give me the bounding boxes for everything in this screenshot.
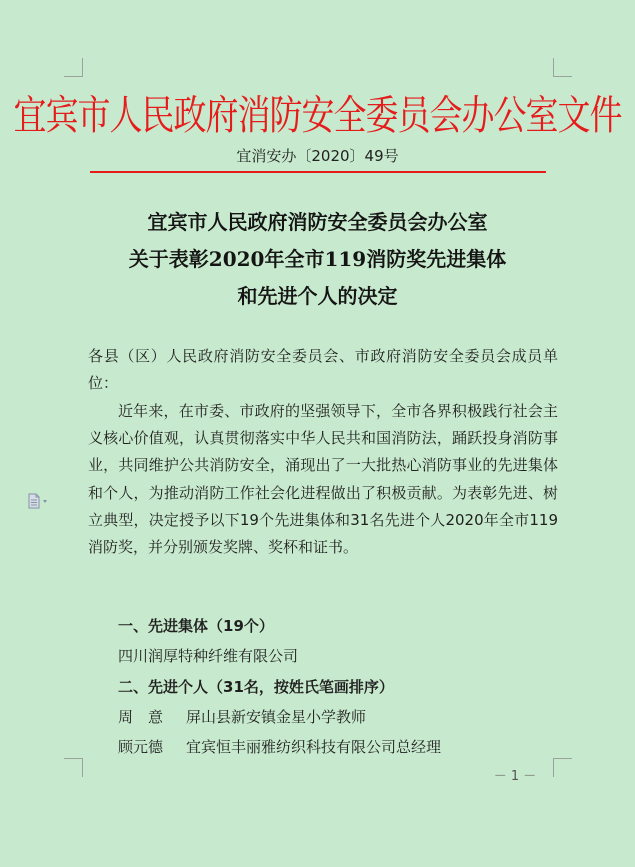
document-title-line-1: 宜宾市人民政府消防安全委员会办公室: [147, 210, 488, 234]
person-name: 顾元德: [118, 738, 164, 756]
crop-mark-bottom-left: [64, 758, 83, 777]
person-name: 周 意: [118, 708, 164, 726]
person-role: 宜宾恒丰丽雅纺织科技有限公司总经理: [186, 738, 442, 756]
document-title-line-2: 关于表彰2020年全市119消防奖先进集体: [128, 247, 507, 271]
person-role: 屏山县新安镇金星小学教师: [186, 708, 367, 726]
header-red-rule: [90, 171, 546, 173]
list-item: [118, 736, 441, 757]
section-heading-collectives: 一、先进集体（19个）: [118, 617, 274, 635]
body-paragraph: 近年来，在市委、市政府的坚强领导下，全市各界积极践行社会主义核心价值观，认真贯彻落实中华人民共和国消防法，踊跃投身消防事业，共同维护公共消防安全，涌现出了一大批热心消防事业的先进集体和个人，为推动消防工作社会化进程做出了积极贡献。为表彰先进、树立典型，决定授予以下19个先进集体和31名先进个人2020年全市119消防奖，并分别颁发奖牌、奖杯和证书。: [88, 402, 558, 557]
document-header-title: 宜宾市人民政府消防安全委员会办公室文件: [13, 91, 622, 139]
crop-mark-top-right: [553, 58, 572, 77]
crop-mark-bottom-right: [553, 758, 572, 777]
section-heading-individuals: 二、先进个人（31名，按姓氏笔画排序）: [118, 678, 394, 696]
page-number: － 1 －: [493, 769, 537, 784]
salutation: 各县（区）人民政府消防安全委员会、市政府消防安全委员会成员单位：: [88, 347, 558, 393]
document-number: 宜消安办〔2020〕49号: [236, 147, 399, 165]
crop-mark-top-left: [64, 58, 83, 77]
document-title-line-3: 和先进个人的决定: [237, 284, 398, 308]
list-item: [118, 706, 366, 727]
list-item: 四川润厚特种纤维有限公司: [118, 647, 299, 665]
document-dropdown-icon[interactable]: [27, 493, 51, 509]
